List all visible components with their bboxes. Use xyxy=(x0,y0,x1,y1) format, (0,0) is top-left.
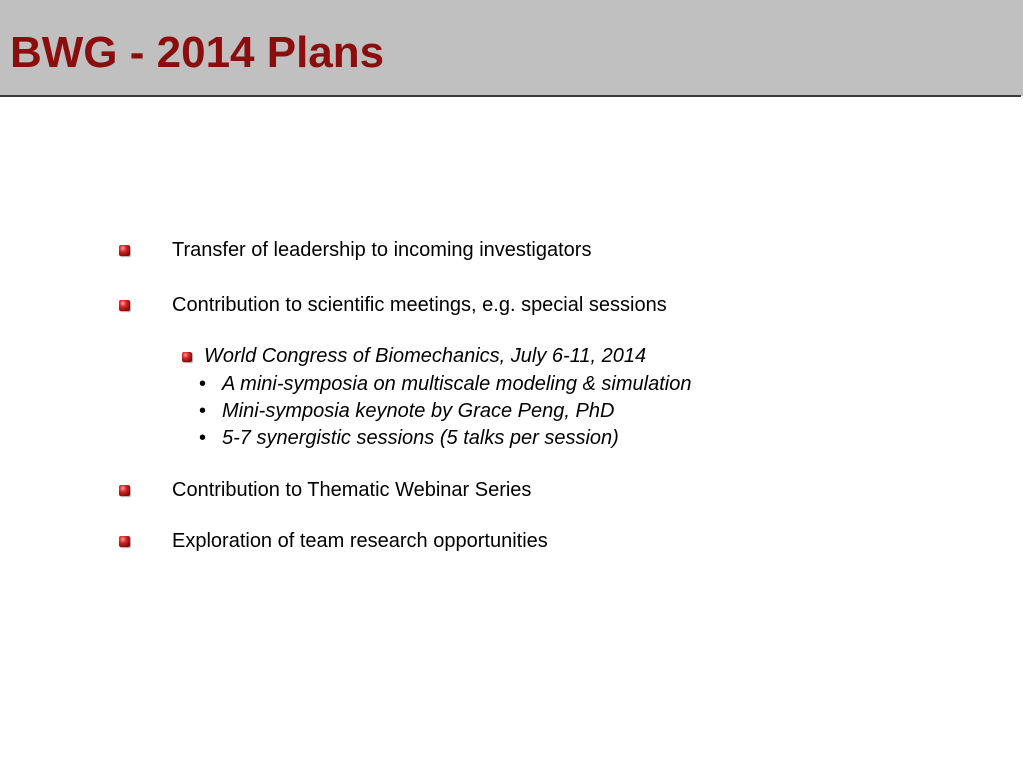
bullet-icon xyxy=(119,300,130,311)
bullet-icon xyxy=(119,536,130,547)
dot-marker: • xyxy=(199,400,207,422)
sub-item-mini-symposia: A mini-symposia on multiscale modeling & simulation xyxy=(222,373,692,395)
bullet-team-research: Exploration of team research opportunities xyxy=(172,530,548,552)
title-divider xyxy=(0,95,1021,97)
sub-item-synergistic-sessions: 5-7 synergistic sessions (5 talks per session) xyxy=(222,427,619,449)
bullet-leadership-transfer: Transfer of leadership to incoming investigators xyxy=(172,239,592,261)
sub-item-keynote: Mini-symposia keynote by Grace Peng, PhD xyxy=(222,400,615,422)
bullet-icon xyxy=(119,485,130,496)
sub-bullet-icon xyxy=(182,352,192,362)
dot-marker: • xyxy=(199,373,207,395)
bullet-webinar-series: Contribution to Thematic Webinar Series xyxy=(172,479,532,501)
bullet-icon xyxy=(119,245,130,256)
dot-marker: • xyxy=(199,427,207,449)
sub-bullet-world-congress: World Congress of Biomechanics, July 6-11, 2014 xyxy=(204,345,647,367)
bullet-scientific-meetings: Contribution to scientific meetings, e.g. special sessions xyxy=(172,294,667,316)
slide-title: BWG - 2014 Plans xyxy=(10,28,385,77)
